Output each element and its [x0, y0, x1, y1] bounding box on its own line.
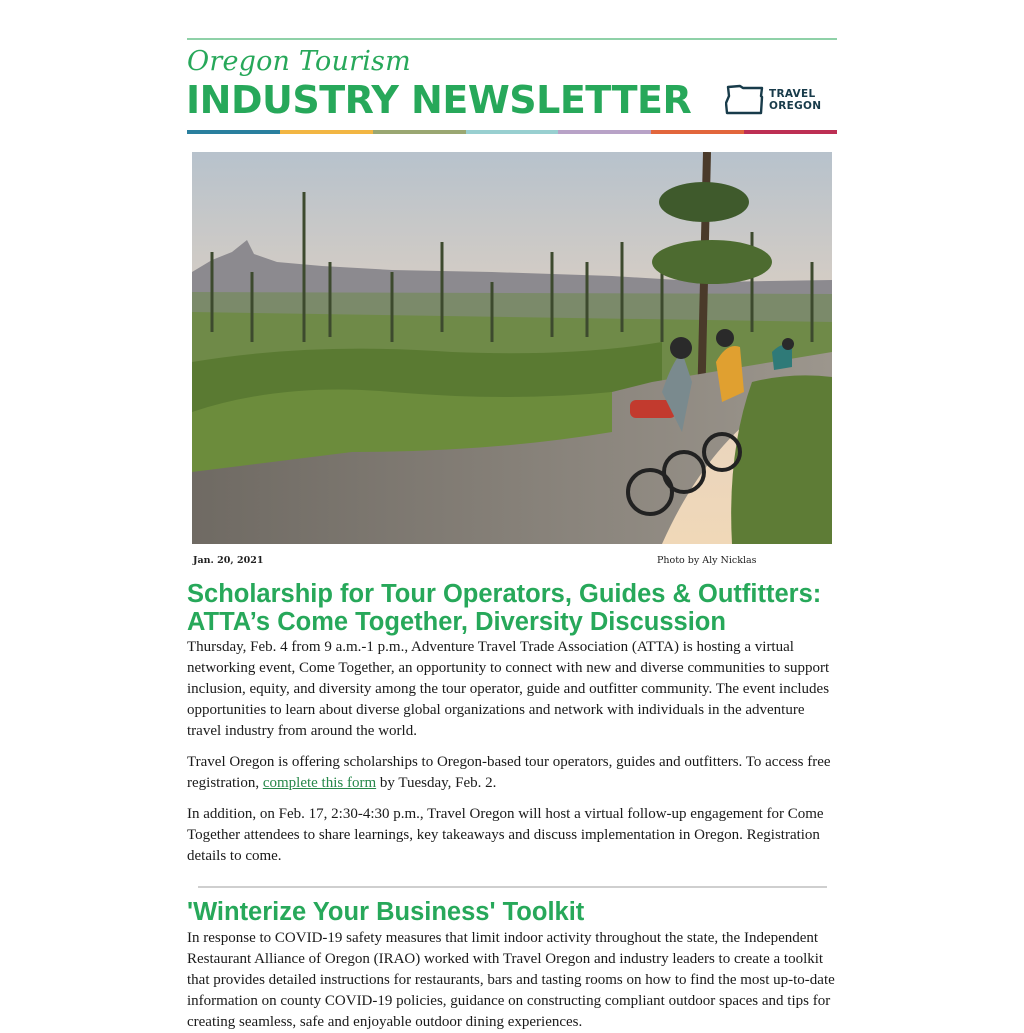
color-stripe — [187, 130, 837, 134]
mountain-bikers-photo — [192, 152, 832, 544]
publish-date: Jan. 20, 2021 — [193, 555, 264, 566]
stripe-segment — [651, 130, 744, 134]
travel-oregon-logo[interactable] — [725, 82, 821, 118]
stripe-segment — [187, 130, 280, 134]
stripe-segment — [744, 130, 837, 134]
article-1-headline-line-2: ATTA’s Come Together, Diversity Discussion — [187, 608, 726, 636]
hero-photo — [192, 152, 832, 544]
stripe-segment — [466, 130, 559, 134]
article-1-paragraph-1: Thursday, Feb. 4 from 9 a.m.-1 p.m., Adventure Travel Trade Association (ATTA) is hosting a virtual networking event, Come Together, an opportunity to connect with new and diverse communities to support inclusion, equity, and diversity among the tour operator, guide and outfitter community. The event includes opportunities to learn about diverse global organizations and network with individuals in the adventure travel industry from around the world. — [187, 639, 830, 739]
article-2-headline: 'Winterize Your Business' Toolkit — [187, 898, 585, 926]
complete-form-link[interactable]: complete this form — [262, 775, 377, 791]
oregon-state-icon — [725, 84, 765, 116]
article-2-paragraph-1: In response to COVID-19 safety measures that limit indoor activity throughout the state, the Independent Restaurant Alliance of Oregon (IRAO) worked with Travel Oregon and industry leaders to create a toolkit that provides detailed instructions for restaurants, bars and tasting rooms on how to find the most up-to-date information on county COVID-19 policies, guidance on constructing compliant outdoor spaces and tips for creating seamless, safe and enjoyable outdoor dining experiences. — [187, 930, 835, 1030]
newsletter-title: INDUSTRY NEWSLETTER — [186, 78, 692, 122]
stripe-segment — [280, 130, 373, 134]
article-1-paragraph-3: In addition, on Feb. 17, 2:30-4:30 p.m., Travel Oregon will host a virtual follow-up engagement for Come Together attendees to share learnings, key takeaways and discuss implementation in Oregon. Registration details to come. — [187, 806, 824, 864]
logo-text — [769, 88, 821, 112]
stripe-segment — [373, 130, 466, 134]
stripe-segment — [558, 130, 651, 134]
top-rule — [187, 38, 837, 40]
newsletter-kicker: Oregon Tourism — [187, 46, 411, 77]
logo-line-2: OREGON — [769, 100, 822, 112]
article-1-headline-line-1: Scholarship for Tour Operators, Guides & Outfitters: — [187, 580, 822, 608]
logo-line-1: TRAVEL — [769, 88, 816, 100]
paragraph-2-tail: by Tuesday, Feb. 2. — [376, 775, 497, 791]
photo-credit: Photo by Aly Nicklas — [657, 555, 757, 566]
paragraph-2-lead: Travel Oregon is offering scholarships to Oregon-based tour operators, guides and outfitters. To access free registration, — [187, 754, 831, 791]
article-1-headline — [187, 580, 847, 636]
article-1-paragraph-2 — [187, 752, 839, 794]
section-divider — [198, 886, 827, 888]
